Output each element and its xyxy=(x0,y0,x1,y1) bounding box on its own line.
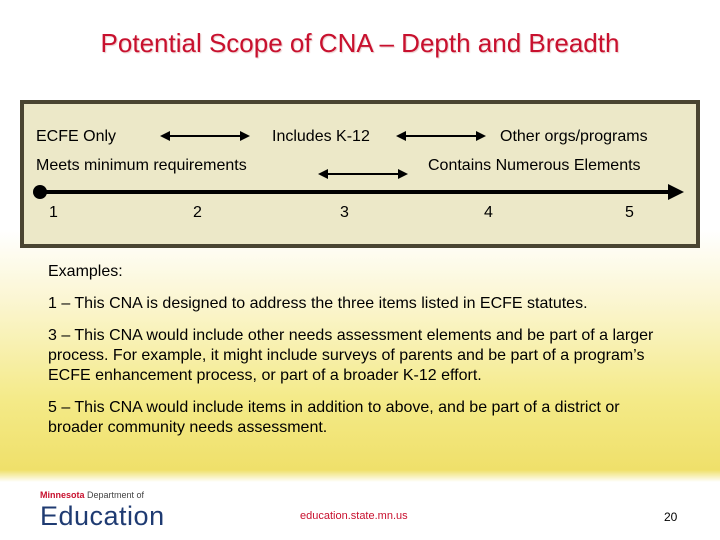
scale-number-3: 3 xyxy=(340,204,349,221)
scale-number-1: 1 xyxy=(49,204,58,221)
examples-heading: Examples: xyxy=(48,263,123,280)
double-arrow-icon xyxy=(160,131,250,141)
scale-number-5: 5 xyxy=(625,204,634,221)
scale-number-2: 2 xyxy=(193,204,202,221)
double-arrow-icon xyxy=(396,131,486,141)
example-item: 3 – This CNA would include other needs assessment elements and be part of a larger process. For example, it might include surveys of parents and be part of a program’s ECFE enhancement process, or part of a broader K-12 effort. xyxy=(48,327,654,384)
label-meets-minimum: Meets minimum requirements xyxy=(36,157,247,174)
page-number: 20 xyxy=(664,510,678,524)
scope-scale-panel xyxy=(20,100,700,248)
double-arrow-icon xyxy=(318,169,408,179)
scale-line xyxy=(33,184,684,200)
label-numerous-elements: Contains Numerous Elements xyxy=(428,157,641,174)
slide-title: Potential Scope of CNA – Depth and Breadth xyxy=(100,28,620,58)
example-item: 5 – This CNA would include items in addition to above, and be part of a district or broader community needs assessment. xyxy=(48,399,620,436)
example-item: 1 – This CNA is designed to address the three items listed in ECFE statutes. xyxy=(48,295,588,312)
logo-dept: Department of xyxy=(87,490,145,500)
logo-state: Minnesota xyxy=(40,490,85,500)
scale-number-4: 4 xyxy=(484,204,493,221)
label-includes-k12: Includes K-12 xyxy=(272,128,370,145)
label-other-orgs: Other orgs/programs xyxy=(500,128,648,145)
logo-name: Education xyxy=(40,501,165,531)
examples-section xyxy=(48,262,678,450)
label-ecfe-only: ECFE Only xyxy=(36,128,117,145)
footer-url[interactable]: education.state.mn.us xyxy=(300,510,408,522)
mde-logo xyxy=(40,490,165,532)
